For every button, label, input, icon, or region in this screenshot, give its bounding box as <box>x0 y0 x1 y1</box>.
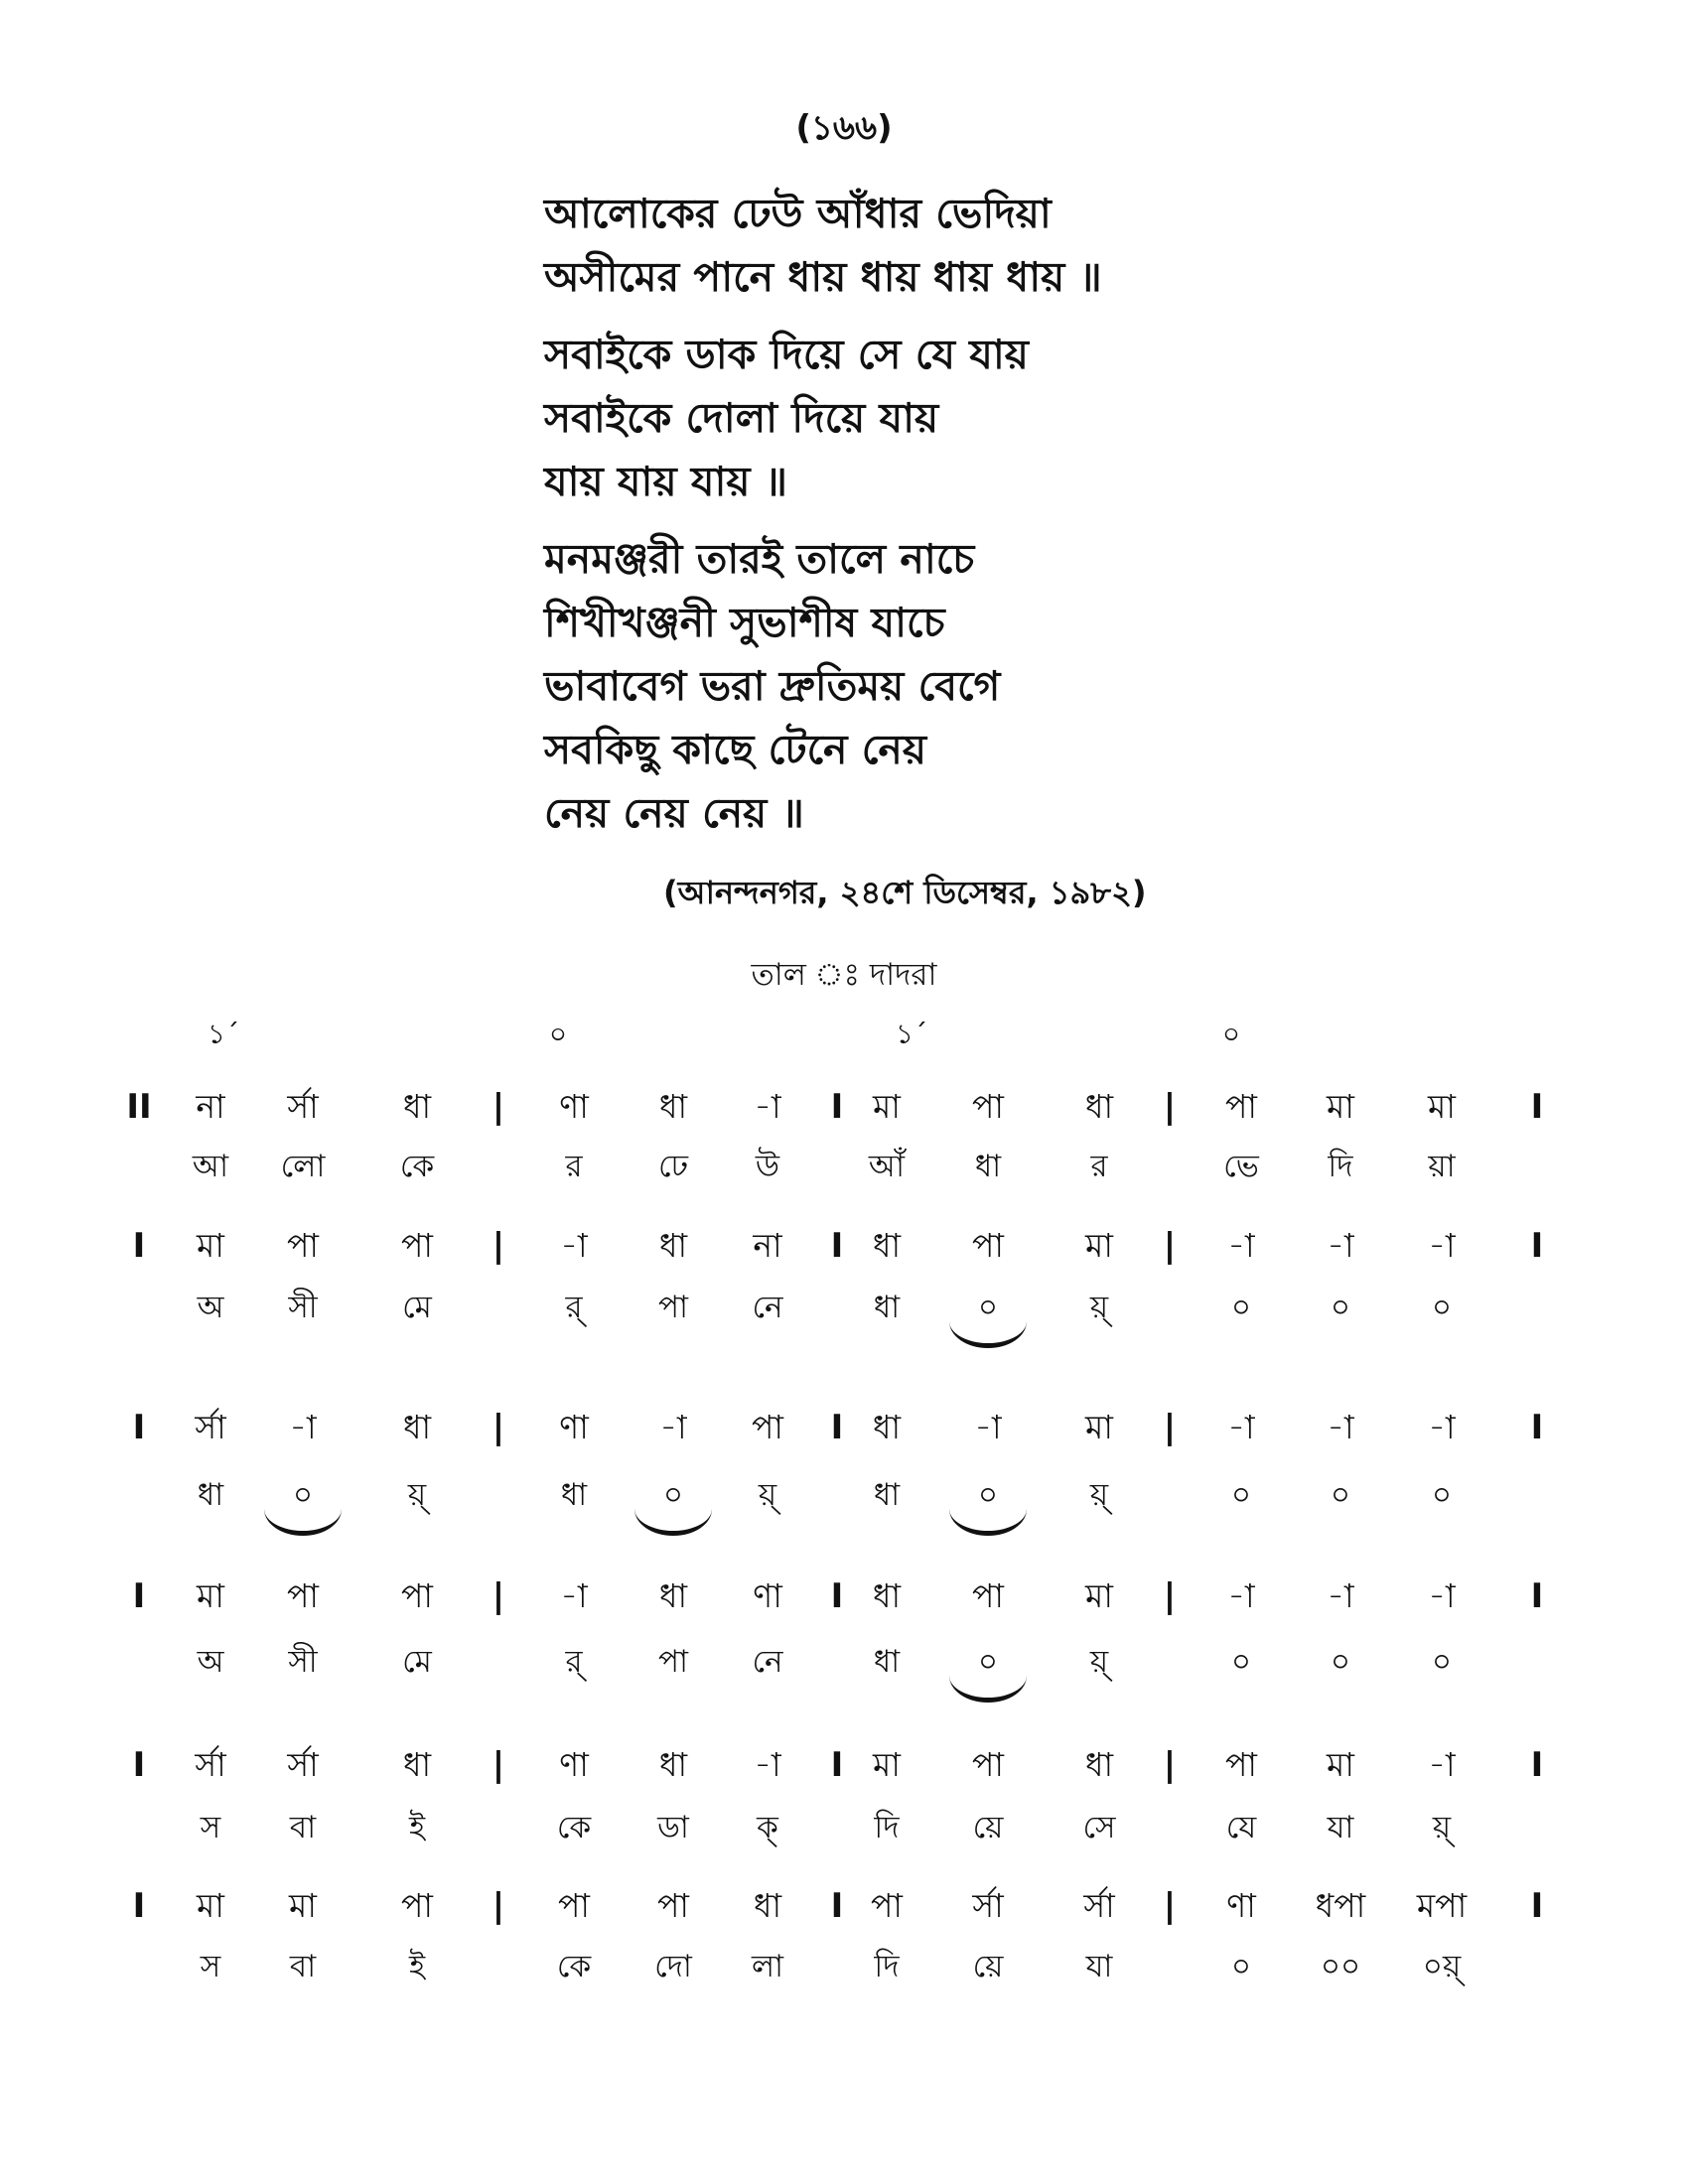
lyric-syllable: পা <box>657 1290 689 1325</box>
bar-line-cycle: I <box>830 1408 844 1447</box>
lyric-syllable: ধা <box>560 1477 588 1513</box>
swara-note: ধা <box>402 1408 432 1446</box>
lyric-syllable: যা <box>1085 1949 1113 1984</box>
swara-note: ধা <box>872 1226 902 1265</box>
swara-note: ণা <box>559 1745 589 1784</box>
bar-line-end: I <box>1530 1087 1544 1127</box>
lyric-syllable: স <box>200 1810 221 1845</box>
tala-title: তাল ঃ দাদরা <box>751 957 937 993</box>
lyric-syllable: যে <box>1225 1810 1257 1845</box>
swara-note: ধপা <box>1315 1886 1366 1925</box>
swara-note: ধা <box>872 1576 902 1615</box>
swara-note: মা <box>873 1087 901 1126</box>
swara-note: ণা <box>559 1087 589 1126</box>
lyric-syllable: যা <box>1327 1810 1354 1845</box>
swara-note: পা <box>871 1886 903 1925</box>
lyric-syllable: ০য়্ <box>1422 1949 1462 1984</box>
bar-line-divider: | <box>1163 1745 1177 1785</box>
swara-note: -া <box>289 1408 317 1446</box>
lyric-line: নেয় নেয় নেয় ॥ <box>544 789 804 837</box>
lyric-syllable: নে <box>752 1290 783 1325</box>
swara-note: পা <box>657 1886 689 1925</box>
bar-line-cycle: I <box>830 1087 844 1127</box>
swara-note: না <box>753 1226 782 1265</box>
lyric-syllable: র <box>565 1149 583 1184</box>
lyric-syllable: ০ <box>1230 1644 1252 1680</box>
meend-slur <box>264 1509 342 1536</box>
swara-note: ধা <box>1084 1087 1114 1126</box>
bar-line-divider: | <box>492 1745 505 1785</box>
lyric-syllable: য়্ <box>758 1477 777 1513</box>
lyric-syllable: ০ <box>1431 1290 1453 1325</box>
swara-note: মা <box>1085 1226 1113 1265</box>
lyric-syllable: ই <box>408 1810 426 1845</box>
swara-note: -া <box>754 1745 781 1784</box>
swara-note: ধা <box>1084 1745 1114 1784</box>
lyric-syllable: য়্ <box>1432 1810 1452 1845</box>
lyric-syllable: স <box>200 1949 221 1984</box>
lyric-syllable: উ <box>755 1149 780 1184</box>
swara-note: মা <box>1085 1408 1113 1446</box>
lyric-syllable: ০ <box>1230 1477 1252 1513</box>
swara-note: পা <box>1225 1087 1257 1126</box>
swara-note: মা <box>197 1226 224 1265</box>
bar-line-start: I <box>132 1226 146 1266</box>
swara-note: ধা <box>658 1226 688 1265</box>
lyric-line: সবকিছু কাছে টেনে নেয় <box>544 726 927 773</box>
swara-note: মা <box>289 1886 317 1925</box>
lyric-syllable: ০ <box>1330 1290 1351 1325</box>
lyric-syllable: ০ <box>977 1477 999 1513</box>
bar-line-cycle: I <box>830 1886 844 1926</box>
lyric-syllable: ধা <box>974 1149 1002 1184</box>
bar-line-divider: | <box>492 1576 505 1616</box>
swara-note: -া <box>754 1087 781 1126</box>
lyric-syllable: র্ <box>565 1644 583 1680</box>
bar-line-end: I <box>1530 1226 1544 1266</box>
swara-note: মা <box>873 1745 901 1784</box>
lyric-syllable: য়্ <box>1089 1290 1109 1325</box>
lyric-syllable: দি <box>1328 1149 1353 1184</box>
lyric-syllable: আঁ <box>868 1149 906 1184</box>
lyric-syllable: কে <box>556 1810 592 1845</box>
lyric-syllable: য়া <box>1428 1149 1456 1184</box>
swara-note: -া <box>1428 1408 1456 1446</box>
lyric-syllable: য়ে <box>972 1949 1004 1984</box>
lyric-syllable: বা <box>289 1949 317 1984</box>
swara-note: মা <box>197 1576 224 1615</box>
lyric-syllable: ০ <box>1330 1477 1351 1513</box>
bar-line-divider: | <box>1163 1576 1177 1616</box>
swara-note: ধা <box>402 1087 432 1126</box>
bar-line-cycle: I <box>830 1226 844 1266</box>
swara-note: -া <box>659 1408 687 1446</box>
swara-note: পা <box>972 1226 1004 1265</box>
lyric-syllable: মে <box>402 1290 432 1325</box>
swara-note: পা <box>752 1408 783 1446</box>
bar-line-end: I <box>1530 1408 1544 1447</box>
lyric-line: অসীমের পানে ধায় ধায় ধায় ধায় ॥ <box>544 253 1102 301</box>
bar-line-start: II <box>126 1087 152 1127</box>
swara-note: -া <box>1227 1226 1255 1265</box>
swara-note: র্সা <box>1083 1886 1115 1925</box>
swara-note: পা <box>401 1886 433 1925</box>
lyric-syllable: দি <box>874 1949 900 1984</box>
bar-line-end: I <box>1530 1886 1544 1926</box>
lyric-syllable: য়্ <box>1089 1477 1109 1513</box>
lyric-syllable: আ <box>192 1149 229 1184</box>
bar-line-divider: | <box>492 1226 505 1266</box>
bar-line-divider: | <box>492 1087 505 1127</box>
swara-note: ণা <box>753 1576 782 1615</box>
swara-note: -া <box>1327 1576 1354 1615</box>
lyric-syllable: মে <box>402 1644 432 1680</box>
swara-note: পা <box>287 1226 319 1265</box>
swara-note: ণা <box>559 1408 589 1446</box>
swara-note: -া <box>1227 1576 1255 1615</box>
lyric-line: ভাবাবেগ ভরা দ্রুতিময় বেগে <box>544 662 1001 710</box>
lyric-syllable: কে <box>556 1949 592 1984</box>
lyric-syllable: লো <box>280 1149 326 1184</box>
lyric-syllable: বা <box>289 1810 317 1845</box>
swara-note: মা <box>1327 1087 1354 1126</box>
lyric-syllable: অ <box>197 1644 224 1680</box>
meend-slur <box>634 1509 712 1536</box>
beat-mark: ১´ <box>207 1018 240 1050</box>
beat-mark: ১´ <box>895 1018 928 1050</box>
lyric-syllable: ০ <box>1431 1477 1453 1513</box>
lyric-syllable: ই <box>408 1949 426 1984</box>
place-date: (আনন্দনগর, ২৪শে ডিসেম্বর, ১৯৮২) <box>663 874 1147 911</box>
beat-mark: ০ <box>1221 1018 1241 1050</box>
swara-note: ধা <box>658 1576 688 1615</box>
swara-note: -া <box>1428 1745 1456 1784</box>
swara-note: মা <box>1428 1087 1456 1126</box>
lyric-syllable: য়্ <box>1089 1644 1109 1680</box>
lyric-syllable: লা <box>751 1949 784 1984</box>
bar-line-end: I <box>1530 1745 1544 1785</box>
lyric-syllable: য়্ <box>407 1477 427 1513</box>
lyric-syllable: ঢে <box>657 1149 689 1184</box>
swara-note: ণা <box>1226 1886 1256 1925</box>
swara-note: মা <box>197 1886 224 1925</box>
lyric-syllable: দো <box>654 1949 692 1984</box>
meend-slur <box>949 1676 1027 1703</box>
lyric-syllable: র্ <box>565 1290 583 1325</box>
beat-mark: ০ <box>548 1018 568 1050</box>
lyric-syllable: সী <box>288 1290 318 1325</box>
lyric-syllable: ক্ <box>757 1810 778 1845</box>
swara-note: পা <box>972 1745 1004 1784</box>
lyric-syllable: ০ <box>1230 1949 1252 1984</box>
bar-line-divider: | <box>1163 1087 1177 1127</box>
swara-note: -া <box>1327 1226 1354 1265</box>
bar-line-start: I <box>132 1886 146 1926</box>
swara-note: মপা <box>1416 1886 1468 1925</box>
swara-note: র্সা <box>287 1745 319 1784</box>
bar-line-start: I <box>132 1576 146 1616</box>
swara-note: -া <box>1327 1408 1354 1446</box>
lyric-syllable: পা <box>657 1644 689 1680</box>
lyric-syllable: সী <box>288 1644 318 1680</box>
swara-note: ধা <box>658 1745 688 1784</box>
page-number: (১৬৬) <box>795 108 893 148</box>
lyric-line: মনমঞ্জরী তারই তালে নাচে <box>544 535 975 583</box>
swara-note: পা <box>1225 1745 1257 1784</box>
lyric-syllable: ধা <box>873 1290 901 1325</box>
swara-note: র্সা <box>287 1087 319 1126</box>
lyric-syllable: র <box>1090 1149 1108 1184</box>
swara-note: পা <box>972 1087 1004 1126</box>
swara-note: পা <box>401 1576 433 1615</box>
lyric-syllable: সে <box>1082 1810 1116 1845</box>
lyric-line: সবাইকে ডাক দিয়ে সে যে যায় <box>544 331 1029 378</box>
lyric-syllable: ডা <box>657 1810 689 1845</box>
lyric-line: আলোকের ঢেউ আঁধার ভেদিয়া <box>544 190 1052 237</box>
lyric-syllable: ০ <box>662 1477 684 1513</box>
bar-line-divider: | <box>1163 1408 1177 1447</box>
swara-note: পা <box>401 1226 433 1265</box>
swara-note: -া <box>1428 1226 1456 1265</box>
lyric-syllable: ০০ <box>1320 1949 1361 1984</box>
lyric-syllable: ০ <box>292 1477 314 1513</box>
lyric-syllable: য়ে <box>972 1810 1004 1845</box>
bar-line-start: I <box>132 1745 146 1785</box>
swara-note: পা <box>972 1576 1004 1615</box>
swara-note: ধা <box>872 1408 902 1446</box>
swara-note: ধা <box>753 1886 782 1925</box>
swara-note: র্সা <box>972 1886 1004 1925</box>
bar-line-cycle: I <box>830 1576 844 1616</box>
lyric-syllable: অ <box>197 1290 224 1325</box>
lyric-line: যায় যায় যায় ॥ <box>544 458 787 505</box>
lyric-line: শিখীখঞ্জনী সুভাশীষ যাচে <box>544 599 945 646</box>
lyric-syllable: ০ <box>1431 1644 1453 1680</box>
bar-line-end: I <box>1530 1576 1544 1616</box>
swara-note: -া <box>560 1226 588 1265</box>
swara-note: -া <box>1428 1576 1456 1615</box>
lyric-syllable: ০ <box>977 1290 999 1325</box>
bar-line-divider: | <box>1163 1226 1177 1266</box>
lyric-syllable: ধা <box>197 1477 224 1513</box>
swara-note: না <box>196 1087 225 1126</box>
swara-note: পা <box>287 1576 319 1615</box>
swara-note: -া <box>560 1576 588 1615</box>
lyric-syllable: ০ <box>1230 1290 1252 1325</box>
meend-slur <box>949 1509 1027 1536</box>
lyric-syllable: ০ <box>1330 1644 1351 1680</box>
lyric-syllable: ০ <box>977 1644 999 1680</box>
swara-note: র্সা <box>195 1408 226 1446</box>
lyric-syllable: নে <box>752 1644 783 1680</box>
swara-note: র্সা <box>195 1745 226 1784</box>
swara-note: মা <box>1085 1576 1113 1615</box>
swara-note: -া <box>1227 1408 1255 1446</box>
lyric-syllable: কে <box>399 1149 435 1184</box>
meend-slur <box>949 1321 1027 1348</box>
bar-line-divider: | <box>492 1886 505 1926</box>
bar-line-cycle: I <box>830 1745 844 1785</box>
lyric-syllable: ধা <box>873 1477 901 1513</box>
bar-line-divider: | <box>1163 1886 1177 1926</box>
lyric-line: সবাইকে দোলা দিয়ে যায় <box>544 394 939 442</box>
bar-line-divider: | <box>492 1408 505 1447</box>
swara-note: পা <box>558 1886 590 1925</box>
lyric-syllable: ভে <box>1223 1149 1259 1184</box>
bar-line-start: I <box>132 1408 146 1447</box>
lyric-syllable: দি <box>874 1810 900 1845</box>
swara-note: ধা <box>402 1745 432 1784</box>
swara-note: -া <box>974 1408 1002 1446</box>
swara-note: ধা <box>658 1087 688 1126</box>
lyric-syllable: ধা <box>873 1644 901 1680</box>
swara-note: মা <box>1327 1745 1354 1784</box>
